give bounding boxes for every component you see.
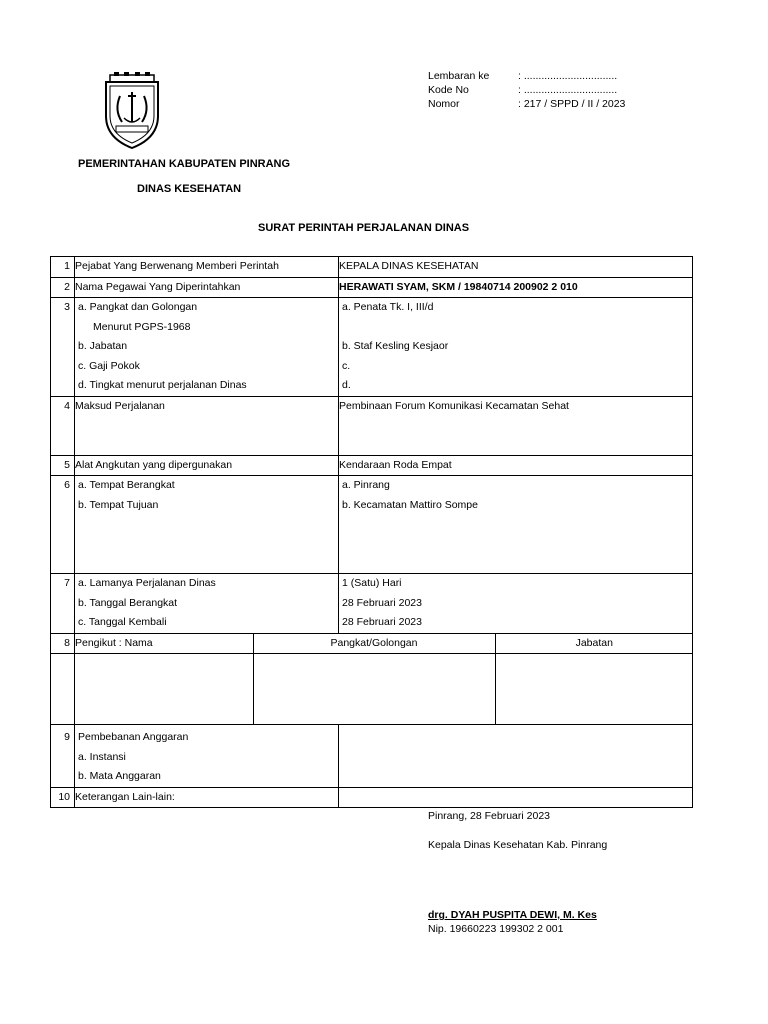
document-title: SURAT PERINTAH PERJALANAN DINAS bbox=[258, 222, 470, 234]
followers-header bbox=[75, 633, 693, 654]
value-line: a. Penata Tk. I, III/d bbox=[342, 301, 434, 313]
row-number: 2 bbox=[51, 277, 75, 298]
meta-nomor bbox=[428, 98, 625, 110]
value-line: 1 (Satu) Hari bbox=[342, 577, 402, 589]
row-number: 9 bbox=[51, 725, 75, 788]
org-name: PEMERINTAHAN KABUPATEN PINRANG bbox=[78, 158, 291, 170]
followers-body bbox=[75, 654, 693, 725]
value-line: c. bbox=[342, 359, 351, 372]
label-line: a. Lamanya Perjalanan Dinas bbox=[78, 577, 216, 589]
signature-name: drg. DYAH PUSPITA DEWI, M. Kes bbox=[428, 909, 597, 921]
signature-place-date: Pinrang, 28 Februari 2023 bbox=[428, 810, 550, 822]
row-value: Pembinaan Forum Komunikasi Kecamatan Sehat bbox=[339, 396, 693, 455]
travel-order-table bbox=[50, 256, 693, 808]
follower-rank-cell bbox=[253, 654, 495, 724]
regency-crest-icon bbox=[100, 72, 164, 150]
kode-label: Kode No bbox=[428, 84, 469, 96]
table-row bbox=[51, 396, 693, 455]
table-row bbox=[51, 476, 693, 574]
follower-position-header: Jabatan bbox=[495, 634, 693, 654]
table-row bbox=[51, 298, 693, 397]
row-number: 3 bbox=[51, 298, 75, 397]
follower-rank-header: Pangkat/Golongan bbox=[253, 634, 495, 654]
row-value: KEPALA DINAS KESEHATAN bbox=[339, 257, 693, 278]
table-row bbox=[51, 455, 693, 476]
row-number: 6 bbox=[51, 476, 75, 574]
label-line: b. Jabatan bbox=[78, 340, 128, 352]
label-line: Menurut PGPS-1968 bbox=[93, 320, 191, 333]
row-number: 10 bbox=[51, 787, 75, 808]
table-row bbox=[51, 725, 693, 788]
employee-name-value: HERAWATI SYAM, SKM / 19840714 200902 2 010 bbox=[339, 277, 693, 298]
row-label: Pejabat Yang Berwenang Memberi Perintah bbox=[75, 257, 339, 278]
row-label: Keterangan Lain-lain: bbox=[75, 787, 339, 808]
row-value bbox=[339, 725, 693, 788]
follower-name-cell bbox=[75, 654, 253, 724]
kode-value: : ................................ bbox=[518, 84, 618, 96]
row-number: 8 bbox=[51, 633, 75, 654]
table-row bbox=[51, 654, 693, 725]
org-department: DINAS KESEHATAN bbox=[137, 183, 242, 195]
label-line: d. Tingkat menurut perjalanan Dinas bbox=[78, 379, 247, 391]
row-label: Nama Pegawai Yang Diperintahkan bbox=[75, 277, 339, 298]
value-line: a. Pinrang bbox=[342, 479, 390, 491]
follower-name-header: Pengikut : Nama bbox=[75, 636, 153, 649]
row-label bbox=[75, 476, 339, 574]
row-value bbox=[339, 476, 693, 574]
value-line: 28 Februari 2023 bbox=[342, 616, 422, 628]
table-row bbox=[51, 574, 693, 634]
table-row bbox=[51, 787, 693, 808]
label-line: Pembebanan Anggaran bbox=[78, 731, 189, 743]
nomor-value: : 217 / SPPD / II / 2023 bbox=[518, 98, 626, 110]
label-line: a. Tempat Berangkat bbox=[78, 479, 175, 491]
value-line: b. Staf Kesling Kesjaor bbox=[342, 340, 449, 352]
row-number: 1 bbox=[51, 257, 75, 278]
row-label bbox=[75, 298, 339, 397]
table-row bbox=[51, 257, 693, 278]
lembaran-value: : ................................ bbox=[518, 70, 618, 82]
signature-nip: Nip. 19660223 199302 2 001 bbox=[428, 923, 564, 935]
label-line: a. Instansi bbox=[78, 750, 126, 763]
row-label: Maksud Perjalanan bbox=[75, 396, 339, 455]
row-value bbox=[339, 787, 693, 808]
lembaran-label: Lembaran ke bbox=[428, 70, 490, 82]
label-line: b. Mata Anggaran bbox=[78, 770, 161, 782]
value-line: d. bbox=[342, 379, 351, 391]
label-line: c. Tanggal Kembali bbox=[78, 616, 167, 628]
value-line: 28 Februari 2023 bbox=[342, 596, 422, 609]
row-label bbox=[75, 574, 339, 634]
label-line: c. Gaji Pokok bbox=[78, 359, 140, 372]
row-label bbox=[75, 725, 339, 788]
value-line: b. Kecamatan Mattiro Sompe bbox=[342, 498, 478, 511]
row-number bbox=[51, 654, 75, 725]
row-number: 4 bbox=[51, 396, 75, 455]
label-line: a. Pangkat dan Golongan bbox=[78, 301, 198, 313]
row-number: 5 bbox=[51, 455, 75, 476]
row-value bbox=[339, 574, 693, 634]
follower-position-cell bbox=[495, 654, 693, 724]
meta-kode bbox=[428, 84, 617, 96]
row-label: Alat Angkutan yang dipergunakan bbox=[75, 455, 339, 476]
label-line: b. Tempat Tujuan bbox=[78, 498, 159, 511]
row-number: 7 bbox=[51, 574, 75, 634]
value-line bbox=[339, 318, 692, 338]
row-value bbox=[339, 298, 693, 397]
label-line: b. Tanggal Berangkat bbox=[78, 596, 178, 609]
row-value: Kendaraan Roda Empat bbox=[339, 455, 693, 476]
meta-lembaran bbox=[428, 70, 617, 82]
table-row bbox=[51, 277, 693, 298]
table-row bbox=[51, 633, 693, 654]
signature-position: Kepala Dinas Kesehatan Kab. Pinrang bbox=[428, 839, 608, 851]
nomor-label: Nomor bbox=[428, 98, 460, 110]
